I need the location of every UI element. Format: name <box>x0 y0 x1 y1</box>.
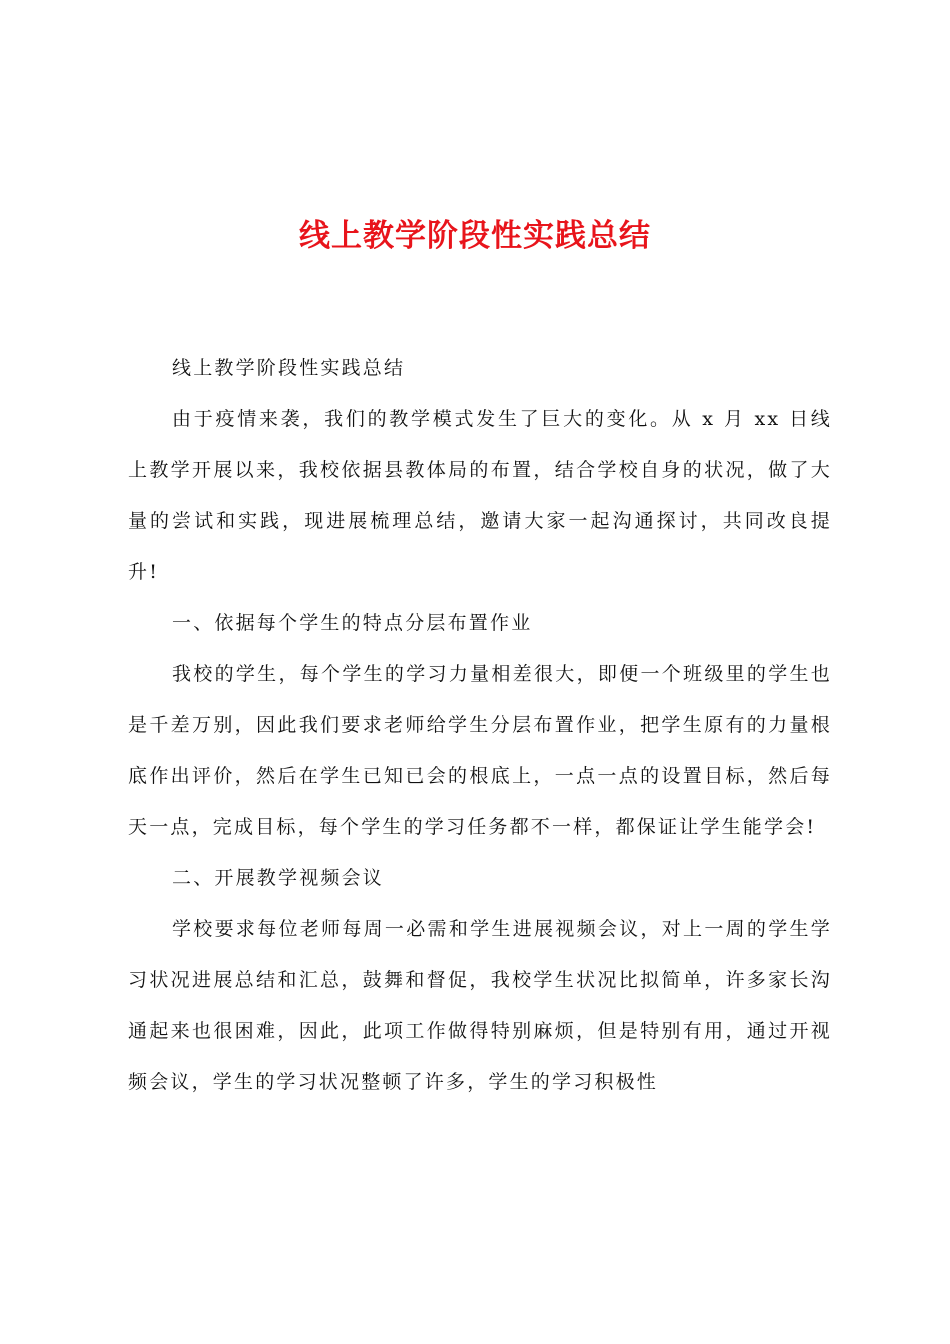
section-paragraph-1: 我校的学生，每个学生的学习力量相差很大，即便一个班级里的学生也是千差万别，因此我们要求老师给学生分层布置作业，把学生原有的力量根底作出评价，然后在学生已知已会的根底上，一点一点的设置目标，然后每天一点，完成目标，每个学生的学习任务都不一样，都保证让学生能学会! <box>128 663 832 838</box>
section-heading-1: 一、依据每个学生的特点分层布置作业 <box>172 612 533 634</box>
intro-paragraph: 由于疫情来袭，我们的教学模式发生了巨大的变化。从 x 月 xx 日线上教学开展以来，我校依据县教体局的布置，结合学校自身的状况，做了大量的尝试和实践，现进展梳理总结，邀请大家一起沟通探讨，共同改良提升! <box>128 408 832 583</box>
document-title: 线上教学阶段性实践总结 <box>299 218 651 254</box>
document-body <box>128 343 832 1108</box>
subtitle-paragraph: 线上教学阶段性实践总结 <box>172 357 406 379</box>
section-paragraph-2: 学校要求每位老师每周一必需和学生进展视频会议，对上一周的学生学习状况进展总结和汇总，鼓舞和督促，我校学生状况比拟简单，许多家长沟通起来也很困难，因此，此项工作做得特别麻烦，但是特别有用，通过开视频会议，学生的学习状况整顿了许多，学生的学习积极性 <box>128 918 832 1093</box>
section-heading-2: 二、开展教学视频会议 <box>172 867 385 889</box>
